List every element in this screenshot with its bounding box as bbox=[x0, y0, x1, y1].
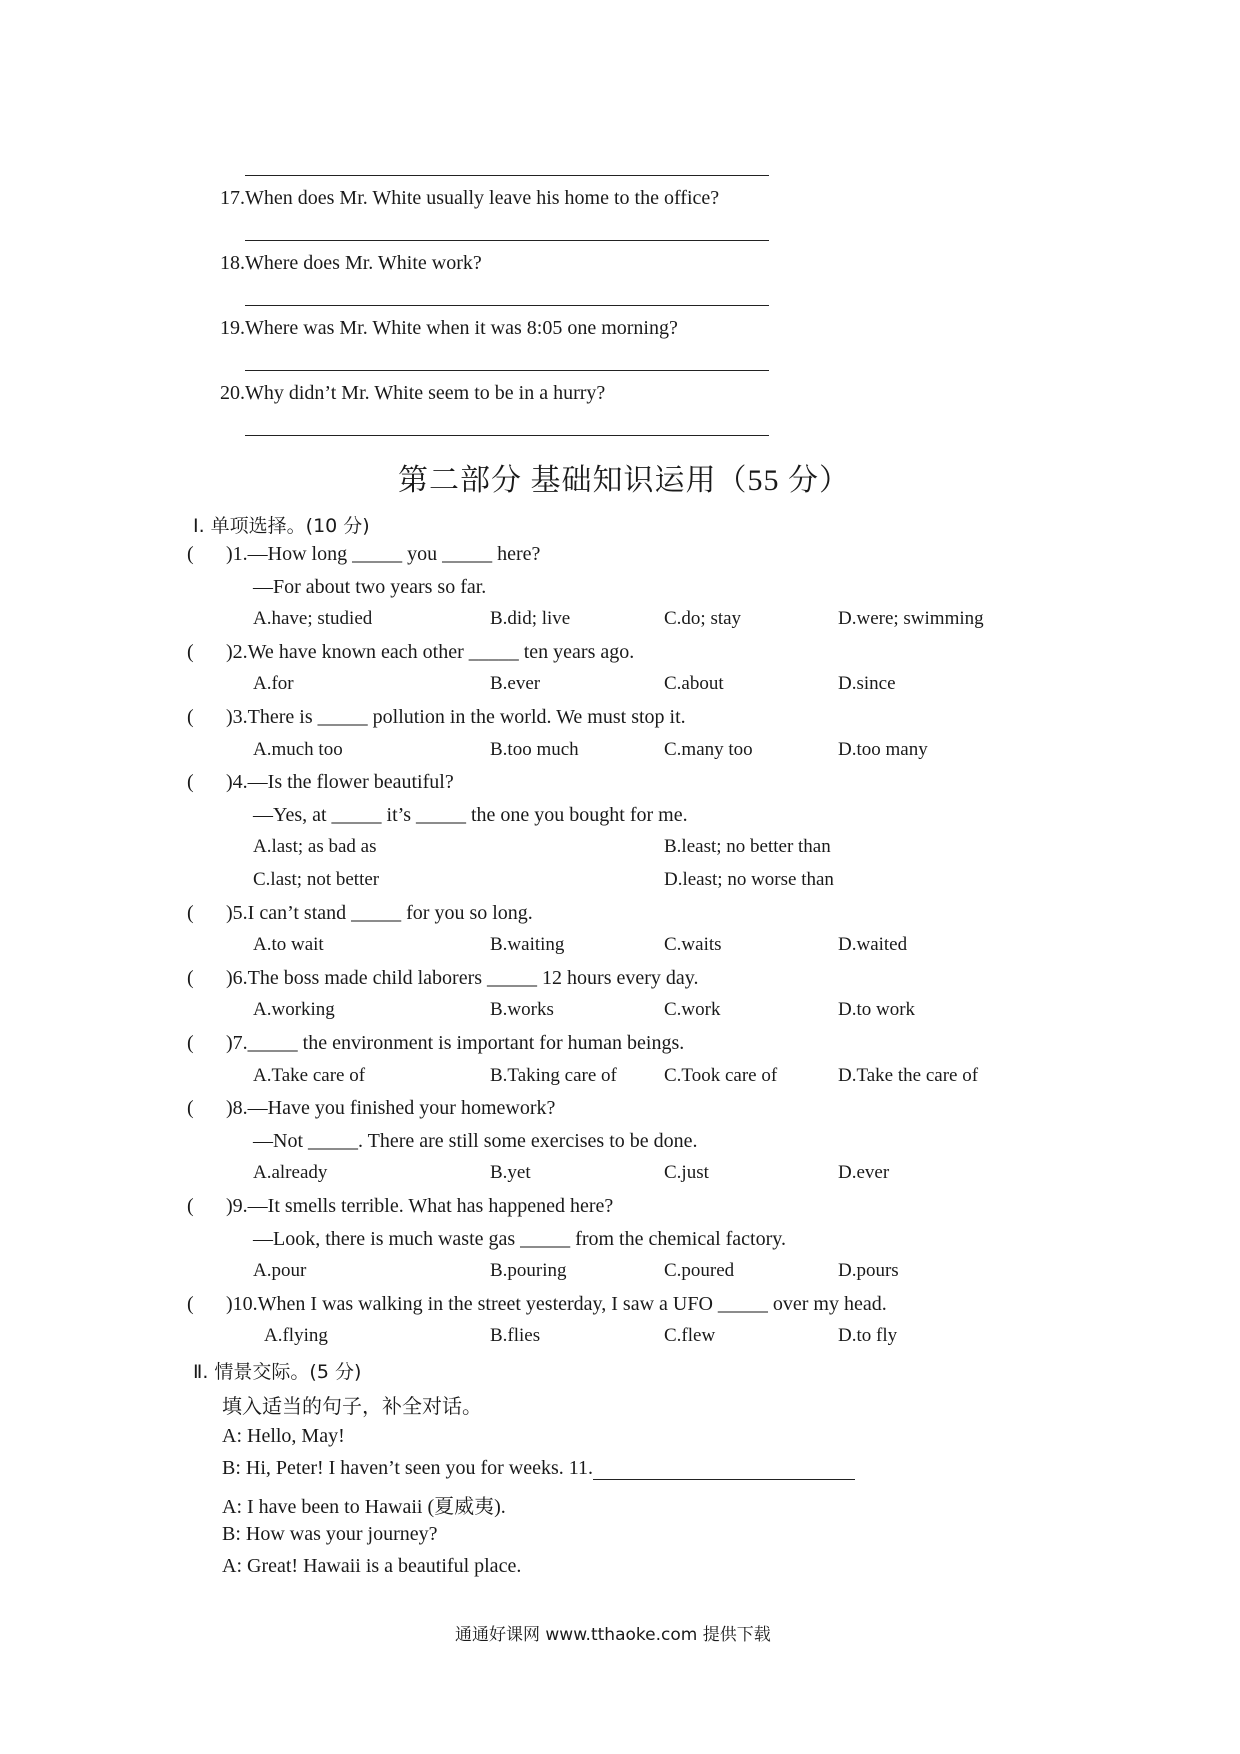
option-8-b[interactable]: B.yet bbox=[490, 1162, 531, 1184]
option-6-d[interactable]: D.to work bbox=[838, 999, 916, 1021]
option-10-a[interactable]: A.flying bbox=[264, 1325, 328, 1347]
question-stem-5: )5.I can’t stand _____ for you so long. bbox=[226, 901, 533, 924]
option-1-d[interactable]: D.were; swimming bbox=[838, 608, 984, 630]
question-response-8: —Not _____. There are still some exercises to be done. bbox=[253, 1129, 698, 1152]
section-1-heading: Ⅰ. 单项选择。(10 分) bbox=[193, 515, 370, 537]
option-7-c[interactable]: C.Took care of bbox=[664, 1064, 778, 1086]
option-4-c[interactable]: C.last; not better bbox=[253, 869, 380, 890]
dialog-line-1: A: Hello, May! bbox=[222, 1425, 345, 1447]
question-stem-8: )8.—Have you finished your homework? bbox=[226, 1097, 556, 1120]
option-9-c[interactable]: C.poured bbox=[664, 1260, 735, 1282]
option-9-b[interactable]: B.pouring bbox=[490, 1260, 567, 1282]
question-stem-7: )7._____ the environment is important for human beings. bbox=[226, 1032, 685, 1054]
option-8-d[interactable]: D.ever bbox=[838, 1162, 890, 1184]
answer-paren-2[interactable]: ( bbox=[187, 640, 194, 663]
option-5-d[interactable]: D.waited bbox=[838, 934, 908, 956]
dialog-line-3: A: I have been to Hawaii (夏威夷). bbox=[222, 1496, 506, 1518]
question-20: 20.Why didn’t Mr. White seem to be in a hurry? bbox=[220, 382, 606, 404]
question-19: 19.Where was Mr. White when it was 8:05 one morning? bbox=[220, 317, 678, 339]
option-4-d[interactable]: D.least; no worse than bbox=[664, 869, 834, 890]
question-stem-4: )4.—Is the flower beautiful? bbox=[226, 771, 454, 794]
answer-paren-7[interactable]: ( bbox=[187, 1032, 194, 1054]
question-stem-6: )6.The boss made child laborers _____ 12 hours every day. bbox=[226, 966, 699, 989]
dialog-line-2 bbox=[222, 1457, 855, 1480]
option-6-b[interactable]: B.works bbox=[490, 999, 554, 1021]
question-stem-3: )3.There is _____ pollution in the world. We must stop it. bbox=[226, 706, 686, 728]
option-9-a[interactable]: A.pour bbox=[253, 1260, 307, 1282]
question-response-4: —Yes, at _____ it’s _____ the one you bought for me. bbox=[253, 803, 688, 826]
answer-paren-1[interactable]: ( bbox=[187, 543, 194, 565]
answer-paren-9[interactable]: ( bbox=[187, 1195, 194, 1217]
section-2-instruction: 填入适当的句子，补全对话。 bbox=[222, 1394, 482, 1418]
answer-paren-5[interactable]: ( bbox=[187, 901, 194, 924]
section-2-heading: Ⅱ. 情景交际。(5 分) bbox=[193, 1361, 362, 1383]
option-1-c[interactable]: C.do; stay bbox=[664, 608, 742, 630]
option-7-d[interactable]: D.Take the care of bbox=[838, 1064, 979, 1086]
option-7-a[interactable]: A.Take care of bbox=[253, 1064, 366, 1086]
question-stem-10: )10.When I was walking in the street yesterday, I saw a UFO _____ over my head. bbox=[226, 1292, 887, 1315]
option-3-d[interactable]: D.too many bbox=[838, 738, 928, 760]
option-5-c[interactable]: C.waits bbox=[664, 934, 722, 956]
option-6-c[interactable]: C.work bbox=[664, 999, 721, 1021]
option-1-a[interactable]: A.have; studied bbox=[253, 608, 373, 630]
answer-line-18[interactable] bbox=[245, 305, 769, 306]
option-8-c[interactable]: C.just bbox=[664, 1162, 709, 1184]
dialog-line-5: A: Great! Hawaii is a beautiful place. bbox=[222, 1555, 522, 1577]
option-7-b[interactable]: B.Taking care of bbox=[490, 1064, 617, 1086]
option-3-b[interactable]: B.too much bbox=[490, 738, 579, 760]
footer-credit: 通通好课网 www.tthaoke.com 提供下载 bbox=[455, 1625, 771, 1645]
answer-paren-10[interactable]: ( bbox=[187, 1292, 194, 1315]
option-2-b[interactable]: B.ever bbox=[490, 673, 541, 695]
answer-blank-11[interactable] bbox=[593, 1459, 855, 1480]
answer-line-16[interactable] bbox=[245, 175, 769, 176]
option-2-c[interactable]: C.about bbox=[664, 673, 724, 695]
option-10-d[interactable]: D.to fly bbox=[838, 1325, 898, 1347]
answer-paren-6[interactable]: ( bbox=[187, 966, 194, 989]
answer-paren-3[interactable]: ( bbox=[187, 706, 194, 728]
option-3-c[interactable]: C.many too bbox=[664, 738, 753, 760]
answer-line-19[interactable] bbox=[245, 370, 769, 371]
question-response-1: —For about two years so far. bbox=[253, 575, 487, 598]
question-stem-1: )1.—How long _____ you _____ here? bbox=[226, 543, 541, 565]
question-stem-9: )9.—It smells terrible. What has happened here? bbox=[226, 1195, 614, 1217]
dialog-line-4: B: How was your journey? bbox=[222, 1523, 438, 1545]
option-4-a[interactable]: A.last; as bad as bbox=[253, 836, 377, 858]
question-17: 17.When does Mr. White usually leave his home to the office? bbox=[220, 187, 720, 209]
option-2-d[interactable]: D.since bbox=[838, 673, 896, 695]
question-stem-2: )2.We have known each other _____ ten years ago. bbox=[226, 640, 635, 663]
option-10-c[interactable]: C.flew bbox=[664, 1325, 716, 1347]
option-8-a[interactable]: A.already bbox=[253, 1162, 328, 1184]
option-2-a[interactable]: A.for bbox=[253, 673, 294, 695]
option-10-b[interactable]: B.flies bbox=[490, 1325, 541, 1347]
question-response-9: —Look, there is much waste gas _____ from the chemical factory. bbox=[253, 1227, 786, 1250]
option-1-b[interactable]: B.did; live bbox=[490, 608, 571, 630]
option-5-b[interactable]: B.waiting bbox=[490, 934, 565, 956]
option-4-b[interactable]: B.least; no better than bbox=[664, 836, 831, 858]
question-18: 18.Where does Mr. White work? bbox=[220, 252, 482, 274]
answer-paren-4[interactable]: ( bbox=[187, 771, 194, 794]
option-6-a[interactable]: A.working bbox=[253, 999, 335, 1021]
option-5-a[interactable]: A.to wait bbox=[253, 934, 324, 956]
answer-paren-8[interactable]: ( bbox=[187, 1097, 194, 1120]
option-3-a[interactable]: A.much too bbox=[253, 738, 343, 760]
option-9-d[interactable]: D.pours bbox=[838, 1260, 899, 1282]
part-title: 第二部分 基础知识运用（55 分） bbox=[398, 464, 850, 497]
answer-line-20[interactable] bbox=[245, 435, 769, 436]
dialog-line-2-text: B: Hi, Peter! I haven’t seen you for weeks. 11. bbox=[222, 1457, 594, 1479]
answer-line-17[interactable] bbox=[245, 240, 769, 241]
